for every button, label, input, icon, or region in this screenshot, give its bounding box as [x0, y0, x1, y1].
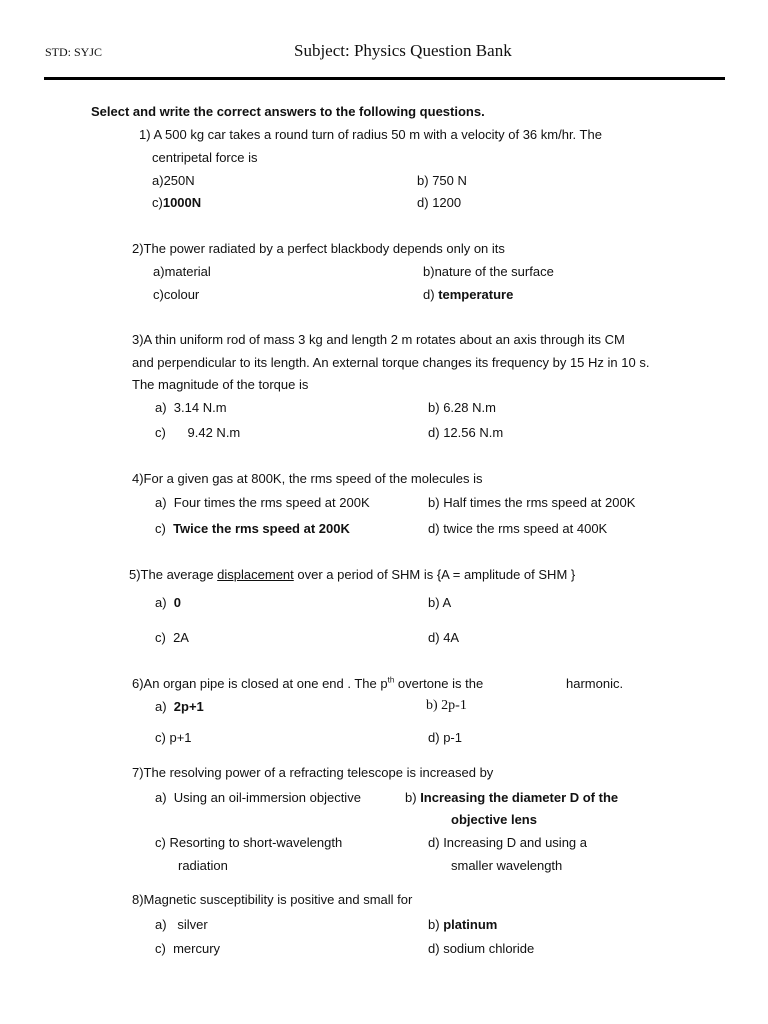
question-5-line-1: 5)The average displacement over a period of SHM is {A = amplitude of SHM }: [129, 567, 576, 582]
q5-option-a: a) 0: [155, 595, 182, 610]
q4-option-c: c) Twice the rms speed at 200K: [155, 521, 350, 536]
q4-option-b: b) Half times the rms speed at 200K: [428, 495, 636, 510]
question-3-line-1: 3)A thin uniform rod of mass 3 kg and length 2 m rotates about an axis through its CM: [132, 332, 625, 347]
q5-option-c: c) 2A: [155, 630, 189, 645]
q8-option-b: b) platinum: [428, 917, 498, 932]
question-1-line-2: centripetal force is: [152, 150, 258, 165]
question-6-line-1: 6)An organ pipe is closed at one end . The $p^{th}$ overtone is the: [132, 675, 484, 691]
q7-option-d: d) Increasing D and using a: [428, 835, 587, 850]
q3-option-c: c) 9.42 N.m: [155, 425, 241, 440]
q7-option-a: a) Using an oil-immersion objective: [155, 790, 361, 805]
q1-option-d: d) 1200: [417, 195, 462, 210]
q2-option-b: b)nature of the surface: [423, 264, 554, 279]
q4-option-a: a) Four times the rms speed at 200K: [155, 495, 370, 510]
header-subject: Subject: Physics Question Bank: [294, 41, 512, 60]
q5-option-b: b) A: [428, 595, 452, 610]
q1-option-b: b) 750 N: [417, 173, 467, 188]
q6-option-d: d) p-1: [428, 730, 462, 745]
q8-option-a: a) silver: [155, 917, 208, 932]
question-3-line-2: and perpendicular to its length. An external torque changes its frequency by 15 Hz in 10 s.: [132, 355, 650, 370]
q8-option-d: d) sodium chloride: [428, 941, 535, 956]
q1-option-c: c)1000N: [152, 195, 202, 210]
q2-option-a: a)material: [153, 264, 211, 279]
q4-option-d: d) twice the rms speed at 400K: [428, 521, 608, 536]
header-rule: [44, 77, 725, 80]
question-6-trail: harmonic.: [566, 676, 624, 691]
q6-option-a: a) 2p+1: [155, 699, 204, 714]
instruction: Select and write the correct answers to the following questions.: [91, 104, 485, 119]
header-std: STD: SYJC: [45, 45, 103, 59]
q1-option-a: a)250N: [152, 173, 195, 188]
q2-option-d: d) temperature: [423, 287, 514, 302]
q6-option-b: b) 2p-1: [426, 698, 467, 713]
q7-option-d-line-2: smaller wavelength: [451, 858, 563, 873]
q3-option-b: b) 6.28 N.m: [428, 400, 496, 415]
question-3-line-3: The magnitude of the torque is: [132, 377, 309, 392]
q7-option-b-line-2: objective lens: [451, 812, 537, 827]
q7-option-b: b) Increasing the diameter D of the: [405, 790, 619, 805]
question-7-line-1: 7)The resolving power of a refracting telescope is increased by: [132, 765, 494, 780]
q2-option-c: c)colour: [153, 287, 200, 302]
question-2-line-1: 2)The power radiated by a perfect blackbody depends only on its: [132, 241, 505, 256]
q7-option-c: c) Resorting to short-wavelength: [155, 835, 343, 850]
q7-option-c-line-2: radiation: [178, 858, 228, 873]
q8-option-c: c) mercury: [155, 941, 221, 956]
question-1-line-1: 1) A 500 kg car takes a round turn of radius 50 m with a velocity of 36 km/hr. The: [139, 127, 602, 142]
question-4-line-1: 4)For a given gas at 800K, the rms speed of the molecules is: [132, 471, 483, 486]
q3-option-d: d) 12.56 N.m: [428, 425, 504, 440]
question-8-line-1: 8)Magnetic susceptibility is positive and small for: [132, 892, 413, 907]
q5-option-d: d) 4A: [428, 630, 460, 645]
q6-option-c: c) p+1: [155, 730, 192, 745]
q3-option-a: a) 3.14 N.m: [155, 400, 227, 415]
